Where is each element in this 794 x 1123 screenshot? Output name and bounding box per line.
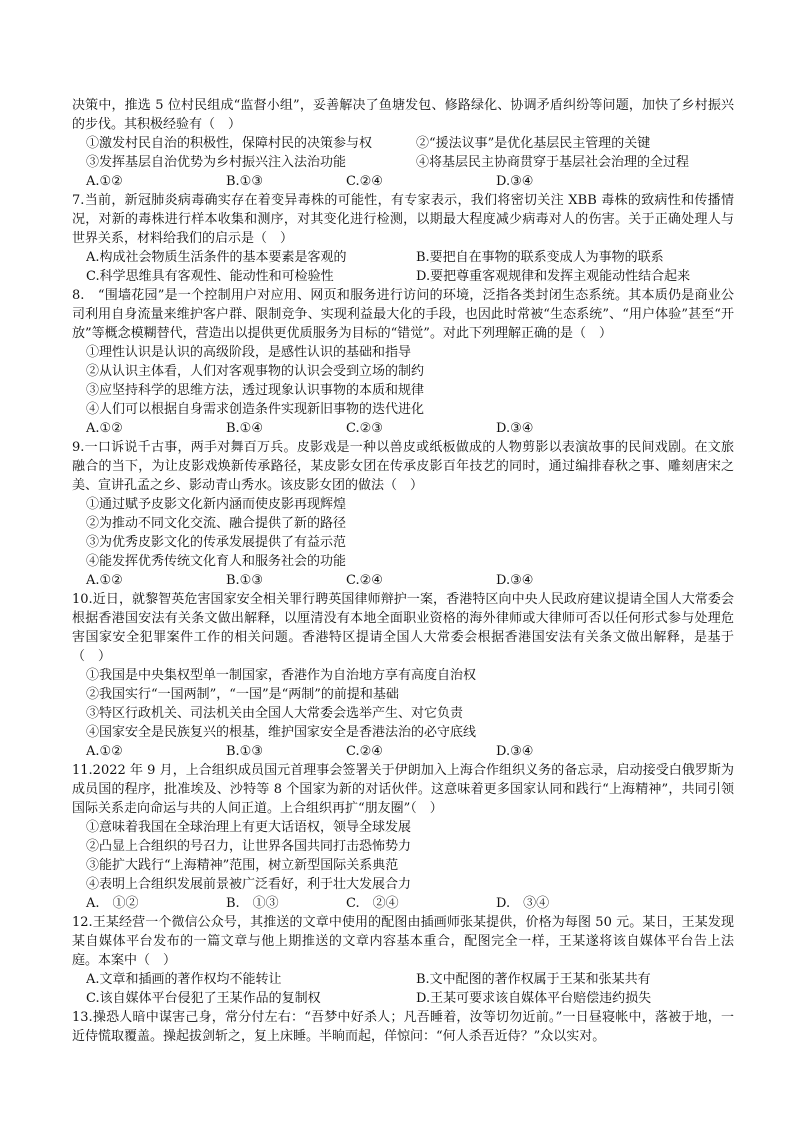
statement-4: ④能发挥优秀传统文化育人和服务社会的功能 bbox=[86, 554, 347, 569]
option-d[interactable]: D. ③④ bbox=[496, 896, 550, 911]
option-c[interactable]: C.该自媒体平台侵犯了王某作品的复制权 bbox=[86, 991, 321, 1006]
question-10-options bbox=[72, 742, 734, 761]
question-10-stem: 10.近日，就黎智英危害国家安全相关罪行聘英国律师辩护一案，香港特区向中央人民政府建议提请全国人大常委会根据香港国安法有关条文做出解释，以厘清没有本地全面职业资格的海外律师或大律师可否以任何形式参与处理危害国家安全犯罪案件工作的相关问题。香港特区提请全国人大常委会根据香港国安法有关条文做出解释，是基于（ ） bbox=[72, 592, 734, 664]
option-c[interactable]: C.科学思维具有客观性、能动性和可检验性 bbox=[86, 269, 334, 284]
statement-3: ③能扩大践行“上海精神”范围，树立新型国际关系典范 bbox=[86, 858, 399, 873]
question-11-options bbox=[72, 894, 734, 913]
statement-2: ②“援法议事”是优化基层民主管理的关键 bbox=[416, 136, 651, 151]
statement-4: ④国家安全是民族复兴的根基，维护国家安全是香港法治的必守底线 bbox=[86, 725, 477, 740]
question-8-stem: 8. “围墙花园”是一个控制用户对应用、网页和服务进行访问的环境，泛指各类封闭生态系统。其本质仍是商业公司利用自身流量来维护客户群、限制竞争、实现利益最大化的手段，也因此时常被“生态系统”、“用户体验”甚至“开放”等概念模糊替代，营造出以提供更优质服务为目标的“错觉”。对此下列理解正确的是（ ） bbox=[72, 288, 734, 341]
question-9-statements bbox=[72, 495, 734, 571]
statement-1: ①通过赋予皮影文化新内涵而使皮影再现辉煌 bbox=[86, 497, 347, 512]
question-7-options bbox=[72, 248, 734, 286]
question-10 bbox=[72, 590, 734, 761]
question-8-statements bbox=[72, 343, 734, 419]
statement-1: ①意味着我国在全球治理上有更大话语权，领导全球发展 bbox=[86, 820, 412, 835]
question-11 bbox=[72, 761, 734, 913]
statement-2: ②凸显上合组织的号召力，让世界各国共同打击恐怖势力 bbox=[86, 839, 412, 854]
option-d[interactable]: D.要把尊重客观规律和发挥主观能动性结合起来 bbox=[416, 269, 691, 284]
option-b[interactable]: B.①③ bbox=[226, 573, 263, 588]
question-11-stem: 11.2022 年 9 月，上合组织成员国元首理事会签署关于伊朗加入上海合作组织义务的备忘录，启动接受白俄罗斯为成员国的程序，批准埃及、沙特等 8 个国家为新的对话伙伴。这意味着更多国家认同和践行“上海精神”，共同引领国际关系走向命运与共的人间正道。上合组织再扩“朋友圈”（ ） bbox=[72, 763, 734, 816]
question-8-options bbox=[72, 419, 734, 438]
question-6-statements bbox=[72, 134, 734, 172]
question-6-options bbox=[72, 172, 734, 191]
option-b[interactable]: B.①④ bbox=[226, 421, 263, 436]
question-8 bbox=[72, 286, 734, 438]
statement-3: ③应坚持科学的思维方法，透过现象认识事物的本质和规律 bbox=[86, 383, 425, 398]
question-9-options bbox=[72, 571, 734, 590]
option-b[interactable]: B.要把自在事物的联系变成人为事物的联系 bbox=[416, 250, 664, 265]
statement-4: ④人们可以根据自身需求创造条件实现新旧事物的迭代进化 bbox=[86, 402, 425, 417]
question-7-stem: 7.当前，新冠肺炎病毒确实存在着变异毒株的可能性，有专家表示，我们将密切关注 XBB 毒株的致病性和传播情况，对新的毒株进行样本收集和测序，对其变化进行检测，以期最大程度减少病毒对人的伤害。关于正确处理人与世界关系，材料给我们的启示是（ ） bbox=[72, 193, 734, 246]
question-9 bbox=[72, 438, 734, 590]
option-b[interactable]: B.①③ bbox=[226, 174, 263, 189]
question-6-continuation bbox=[72, 96, 734, 191]
option-b[interactable]: B.文中配图的著作权属于王某和张某共有 bbox=[416, 972, 651, 987]
question-12-stem: 12.王某经营一个微信公众号，其推送的文章中使用的配图由插画师张某提供，价格为每图 50 元。某日，王某发现某自媒体平台发布的一篇文章与他上期推送的文章内容基本重合，配图完全一样，王某遂将该自媒体平台告上法庭。本案中（ ） bbox=[72, 915, 734, 968]
question-12-options bbox=[72, 970, 734, 1008]
option-d[interactable]: D.③④ bbox=[496, 573, 534, 588]
option-d[interactable]: D.③④ bbox=[496, 744, 534, 759]
question-12 bbox=[72, 913, 734, 1008]
option-b[interactable]: B. ①③ bbox=[226, 896, 279, 911]
statement-4: ④将基层民主协商贯穿于基层社会治理的全过程 bbox=[416, 155, 690, 170]
option-a[interactable]: A.构成社会物质生活条件的基本要素是客观的 bbox=[86, 250, 347, 265]
option-a[interactable]: A.①② bbox=[86, 174, 123, 189]
option-a[interactable]: A.①② bbox=[86, 421, 123, 436]
option-c[interactable]: C.②④ bbox=[346, 744, 383, 759]
question-11-statements bbox=[72, 818, 734, 894]
option-a[interactable]: A.①② bbox=[86, 573, 123, 588]
statement-1: ①我国是中央集权型单一制国家，香港作为自治地方享有高度自治权 bbox=[86, 668, 477, 683]
question-6-stem: 决策中，推选 5 位村民组成“监督小组”，妥善解决了鱼塘发包、修路绿化、协调矛盾纠纷等问题，加快了乡村振兴的步伐。其积极经验有（ ） bbox=[72, 98, 734, 132]
statement-2: ②我国实行“一国两制”，“一国”是“两制”的前提和基础 bbox=[86, 687, 399, 702]
option-c[interactable]: C.②④ bbox=[346, 174, 383, 189]
question-13-stem: 13.操恐人暗中谋害己身，常分付左右：“吾梦中好杀人；凡吾睡着，汝等切勿近前。”一日昼寝帐中，落被于地，一近侍慌取覆盖。操起拔剑斩之，复上床睡。半晌而起，佯惊问：“何人杀吾近侍？”众以实对。 bbox=[72, 1010, 734, 1044]
question-9-stem: 9.一口诉说千古事，两手对舞百万兵。皮影戏是一种以兽皮或纸板做成的人物剪影以表演故事的民间戏剧。在文旅融合的当下，为让皮影戏焕新传承路径，某皮影女团在传承皮影百年技艺的同时，通过编排春秋之事、雕刻唐宋之美、宣讲孔孟之乡、影动青山秀水。该皮影女团的做法（ ） bbox=[72, 440, 734, 493]
option-c[interactable]: C. ②④ bbox=[346, 896, 399, 911]
statement-1: ①理性认识是认识的高级阶段，是感性认识的基础和指导 bbox=[86, 345, 412, 360]
statement-1: ①激发村民自治的积极性，保障村民的决策参与权 bbox=[86, 136, 373, 151]
question-13 bbox=[72, 1008, 734, 1046]
option-d[interactable]: D.③④ bbox=[496, 174, 534, 189]
option-d[interactable]: D.王某可要求该自媒体平台赔偿违约损失 bbox=[416, 991, 652, 1006]
option-d[interactable]: D.③④ bbox=[496, 421, 534, 436]
option-a[interactable]: A. ①② bbox=[86, 896, 139, 911]
statement-3: ③特区行政机关、司法机关由全国人大常委会选举产生、对它负责 bbox=[86, 706, 464, 721]
statement-3: ③发挥基层自治优势为乡村振兴注入法治功能 bbox=[86, 155, 347, 170]
option-a[interactable]: A.文章和插画的著作权均不能转让 bbox=[86, 972, 282, 987]
statement-2: ②为推动不同文化交流、融合提供了新的路径 bbox=[86, 516, 347, 531]
option-c[interactable]: C.②③ bbox=[346, 421, 383, 436]
statement-2: ②从认识主体看，人们对客观事物的认识会受到立场的制约 bbox=[86, 364, 425, 379]
statement-3: ③为优秀皮影文化的传承发展提供了有益示范 bbox=[86, 535, 347, 550]
option-b[interactable]: B.①③ bbox=[226, 744, 263, 759]
statement-4: ④表明上合组织发展前景被广泛看好，利于壮大发展合力 bbox=[86, 877, 412, 892]
question-7 bbox=[72, 191, 734, 286]
option-a[interactable]: A.①② bbox=[86, 744, 123, 759]
option-c[interactable]: C.②④ bbox=[346, 573, 383, 588]
question-10-statements bbox=[72, 666, 734, 742]
